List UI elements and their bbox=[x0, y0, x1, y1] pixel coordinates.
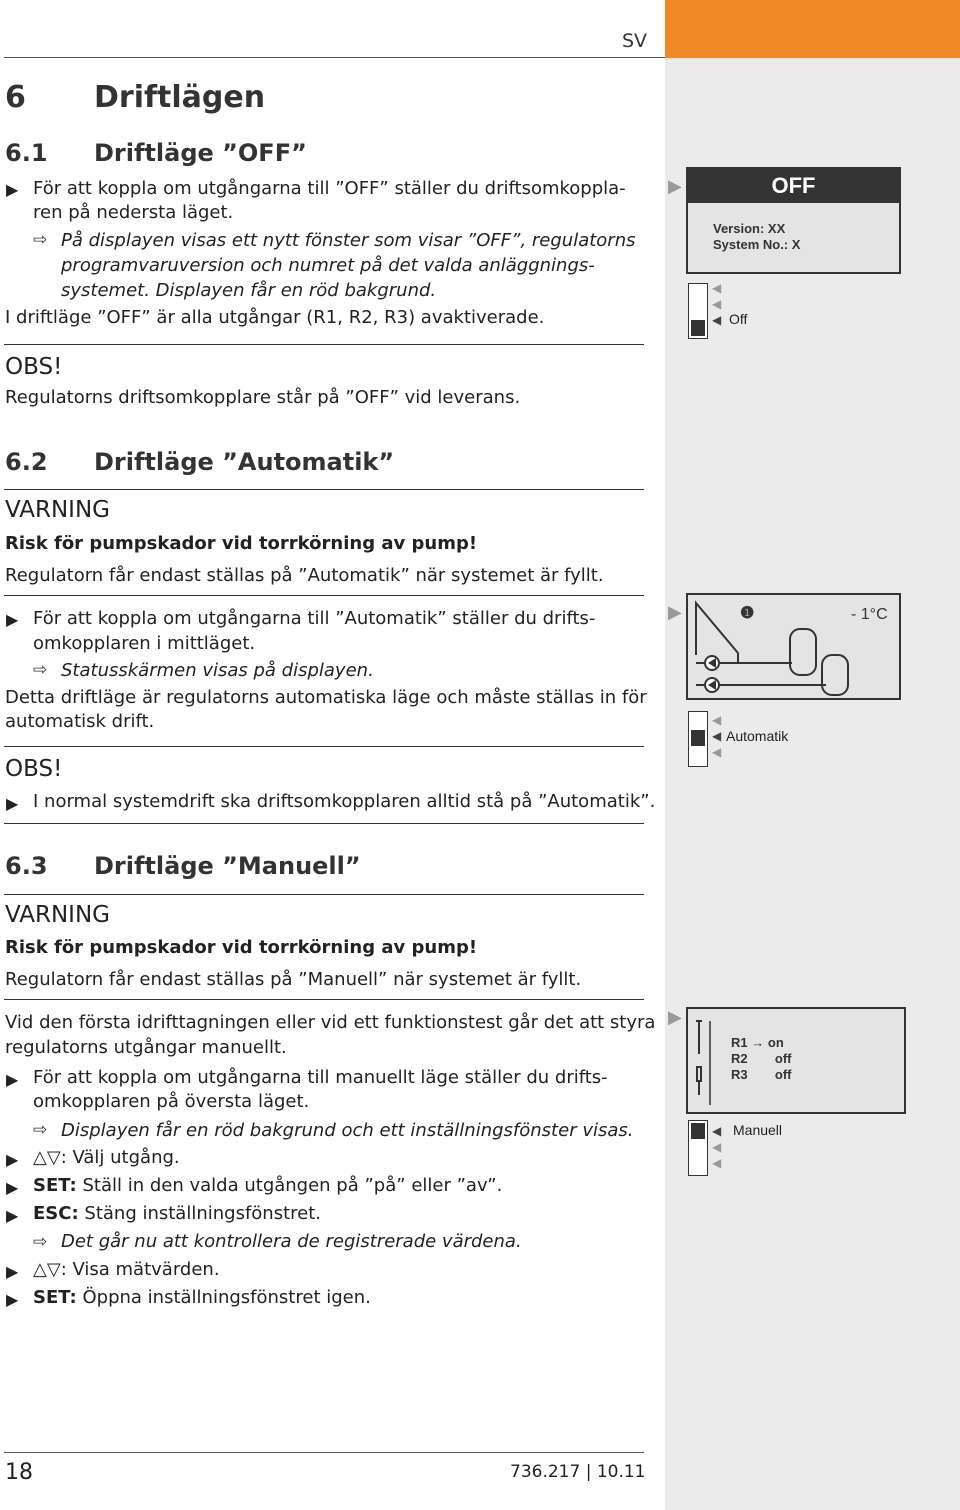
switch-label: Off bbox=[729, 311, 748, 327]
wrench-icon bbox=[696, 1021, 702, 1054]
display-off bbox=[686, 167, 901, 274]
display-title: OFF bbox=[771, 173, 816, 198]
warning-text: Regulatorn får endast ställas på ”Automatik” när systemet är fyllt. bbox=[5, 565, 604, 586]
step-label: : Välj utgång. bbox=[60, 1147, 180, 1168]
switch-label: Automatik bbox=[726, 728, 789, 744]
mode-switch bbox=[688, 1120, 708, 1176]
storage-tank bbox=[790, 629, 816, 675]
step-bullet-icon: ▶ bbox=[6, 1178, 19, 1197]
chapter-number: 6 bbox=[5, 80, 26, 115]
output-name: R2 bbox=[731, 1051, 748, 1066]
header-rule bbox=[4, 57, 665, 58]
screwdriver-icon bbox=[697, 1067, 701, 1095]
position-arrow-icon: ◀ bbox=[712, 1140, 722, 1154]
collector-diagonal bbox=[696, 603, 738, 653]
step-text: omkopplaren i mittläget. bbox=[33, 633, 256, 654]
warning-rule bbox=[4, 894, 644, 895]
output-row bbox=[731, 1035, 784, 1050]
document-code: 736.217 | 10.11 bbox=[510, 1462, 646, 1482]
paragraph: Vid den första idrifttagningen eller vid ett funktionstest går det att styra bbox=[5, 1012, 656, 1033]
collector-number-marker: ❶ bbox=[740, 605, 755, 622]
step-text bbox=[33, 1258, 220, 1283]
step-bullet-icon: ▶ bbox=[6, 610, 19, 629]
result-text: Statusskärmen visas på displayen. bbox=[61, 660, 374, 681]
step-label: Ställ in den valda utgången på ”på” eller ”av”. bbox=[76, 1175, 503, 1196]
warning-heading: VARNING bbox=[5, 497, 110, 523]
step-bullet-icon: ▶ bbox=[6, 1150, 19, 1169]
output-state: off bbox=[774, 1051, 792, 1066]
step-text bbox=[33, 1146, 180, 1171]
step-text: För att koppla om utgångarna till ”OFF” ställer du driftsomkoppla- bbox=[33, 178, 626, 199]
warning-rule bbox=[4, 489, 644, 490]
mode-switch bbox=[688, 711, 708, 767]
step-label: Öppna inställningsfönstret igen. bbox=[76, 1287, 371, 1308]
paragraph: automatisk drift. bbox=[5, 711, 155, 732]
temperature-readout: - 1°C bbox=[851, 606, 888, 623]
key-label: ESC: bbox=[33, 1203, 79, 1224]
display-version: Version: XX bbox=[713, 221, 786, 236]
section-title: Driftläge ”OFF” bbox=[94, 139, 307, 167]
result-text: Det går nu att kontrollera de registrerade värdena. bbox=[61, 1231, 522, 1252]
key-label: SET: bbox=[33, 1287, 77, 1308]
section-title: Driftläge ”Automatik” bbox=[94, 448, 395, 476]
output-name: R3 bbox=[731, 1067, 748, 1082]
up-down-arrows-icon: △▽ bbox=[33, 1147, 61, 1168]
page-number: 18 bbox=[5, 1460, 33, 1485]
note-text: I normal systemdrift ska driftsomkopplaren alltid stå på ”Automatik”. bbox=[33, 791, 656, 812]
note-heading: OBS! bbox=[5, 756, 63, 782]
step-text: För att koppla om utgångarna till ”Automatik” ställer du drifts- bbox=[33, 608, 596, 629]
paragraph: I driftläge ”OFF” är alla utgångar (R1, R2, R3) avaktiverade. bbox=[5, 307, 545, 328]
position-arrow-icon: ◀ bbox=[712, 1156, 722, 1170]
paragraph: Detta driftläge är regulatorns automatiska läge och måste ställas in för bbox=[5, 687, 647, 708]
position-arrow-icon: ◀ bbox=[712, 297, 722, 311]
warning-rule bbox=[4, 999, 644, 1000]
note-text: Regulatorns driftsomkopplare står på ”OFF” vid leverans. bbox=[5, 387, 521, 408]
key-label: SET: bbox=[33, 1175, 77, 1196]
step-text bbox=[33, 1286, 371, 1311]
step-bullet-icon: ▶ bbox=[6, 1206, 19, 1225]
chapter-title: Driftlägen bbox=[94, 80, 266, 115]
storage-tank bbox=[822, 655, 848, 695]
display-automatik bbox=[686, 593, 901, 700]
step-bullet-icon: ▶ bbox=[6, 1290, 19, 1309]
warning-heading: VARNING bbox=[5, 902, 110, 928]
header-accent-bar bbox=[665, 0, 960, 58]
result-text: Displayen får en röd bakgrund och ett inställningsfönster visas. bbox=[61, 1120, 634, 1141]
footer-rule bbox=[4, 1452, 644, 1453]
step-text bbox=[33, 1174, 502, 1199]
result-arrow-icon: ⇨ bbox=[33, 660, 48, 680]
language-label: SV bbox=[622, 30, 648, 52]
step-bullet-icon: ▶ bbox=[6, 1262, 19, 1281]
note-rule bbox=[4, 344, 644, 345]
figure-marker-icon: ▶ bbox=[668, 176, 682, 197]
mode-switch bbox=[688, 283, 708, 339]
warning-text: Regulatorn får endast ställas på ”Manuell” när systemet är fyllt. bbox=[5, 969, 582, 990]
step-label: : Visa mätvärden. bbox=[60, 1259, 220, 1280]
paragraph: regulatorns utgångar manuellt. bbox=[5, 1037, 287, 1058]
position-arrow-icon: ◀ bbox=[712, 1124, 722, 1138]
output-name: R1 bbox=[731, 1035, 748, 1050]
step-bullet-icon: ▶ bbox=[6, 794, 19, 813]
output-row bbox=[731, 1051, 791, 1066]
step-bullet-icon: ▶ bbox=[6, 180, 19, 199]
note-heading: OBS! bbox=[5, 354, 63, 380]
selection-arrow-icon: → bbox=[751, 1035, 765, 1050]
step-text: omkopplaren på översta läget. bbox=[33, 1091, 310, 1112]
step-bullet-icon: ▶ bbox=[6, 1070, 19, 1089]
warning-rule bbox=[4, 595, 644, 596]
result-text: På displayen visas ett nytt fönster som visar ”OFF”, regulatorns bbox=[61, 230, 636, 251]
output-state: off bbox=[774, 1067, 792, 1082]
warning-bold: Risk för pumpskador vid torrkörning av pump! bbox=[5, 937, 478, 958]
step-text: För att koppla om utgångarna till manuellt läge ställer du drifts- bbox=[33, 1067, 608, 1088]
result-arrow-icon: ⇨ bbox=[33, 1120, 48, 1140]
step-text: ren på nedersta läget. bbox=[33, 202, 234, 223]
display-title-bar bbox=[688, 169, 899, 203]
result-arrow-icon: ⇨ bbox=[33, 230, 48, 250]
result-text: programvaruversion och numret på det valda anläggnings- bbox=[61, 255, 595, 276]
step-text bbox=[33, 1202, 321, 1227]
position-arrow-icon: ◀ bbox=[712, 313, 722, 327]
note-rule bbox=[4, 746, 644, 747]
position-arrow-icon: ◀ bbox=[712, 729, 722, 743]
section-number: 6.2 bbox=[5, 448, 48, 476]
section-number: 6.1 bbox=[5, 139, 48, 167]
service-panel bbox=[688, 1009, 728, 1112]
position-arrow-icon: ◀ bbox=[712, 281, 722, 295]
figure-marker-icon: ▶ bbox=[668, 1007, 682, 1028]
switch-label: Manuell bbox=[733, 1122, 783, 1138]
note-rule bbox=[4, 823, 644, 824]
display-manuell bbox=[686, 1007, 906, 1114]
result-text: systemet. Displayen får en röd bakgrund. bbox=[61, 280, 437, 301]
position-arrow-icon: ◀ bbox=[712, 745, 722, 759]
output-state: on bbox=[767, 1035, 784, 1050]
up-down-arrows-icon: △▽ bbox=[33, 1259, 61, 1280]
figure-marker-icon: ▶ bbox=[668, 602, 682, 623]
result-arrow-icon: ⇨ bbox=[33, 1232, 48, 1252]
display-system: System No.: X bbox=[713, 237, 801, 252]
step-label: Stäng inställningsfönstret. bbox=[78, 1203, 322, 1224]
warning-bold: Risk för pumpskador vid torrkörning av pump! bbox=[5, 533, 478, 554]
output-row bbox=[731, 1067, 791, 1082]
section-number: 6.3 bbox=[5, 852, 48, 880]
position-arrow-icon: ◀ bbox=[712, 713, 722, 727]
section-title: Driftläge ”Manuell” bbox=[94, 852, 361, 880]
